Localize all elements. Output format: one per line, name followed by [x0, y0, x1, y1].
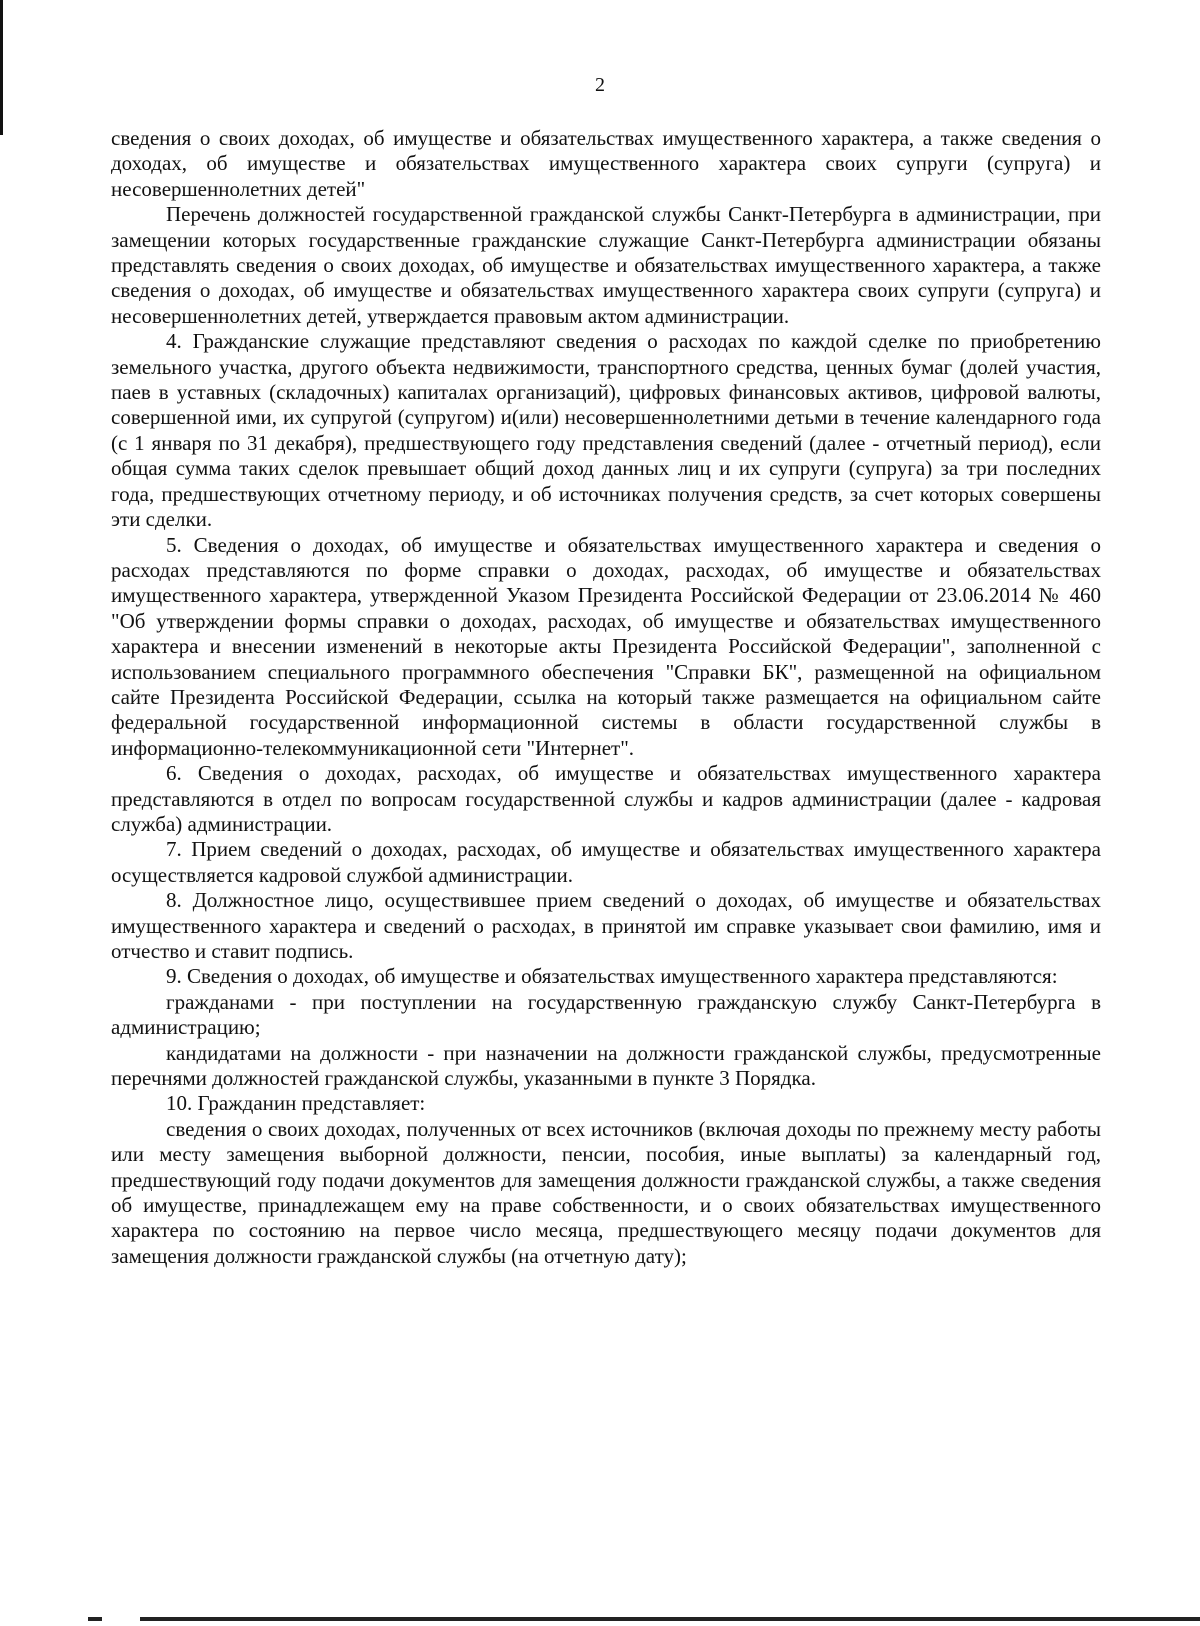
- paragraph-9-citizens: гражданами - при поступлении на государственную гражданскую службу Санкт-Петербурга в администрацию;: [111, 989, 1101, 1040]
- paragraph-10: 10. Гражданин представляет:: [166, 1091, 426, 1116]
- scan-bottom-edge: [140, 1617, 1200, 1621]
- page-number: 2: [595, 74, 605, 96]
- paragraph-6: 6. Сведения о доходах, расходах, об имуществе и обязательствах имущественного характера представляются в отдел по вопросам государственной службы и кадров администрации (далее - кадровая служба) администрации.: [111, 761, 1101, 836]
- paragraph-9: 9. Сведения о доходах, об имуществе и обязательствах имущественного характера представляются:: [166, 964, 1058, 989]
- document-body: [111, 126, 1101, 1269]
- paragraph-position-list: Перечень должностей государственной гражданской службы Санкт-Петербурга в администрации, при замещении которых государственные гражданские служащие Санкт-Петербурга администрации обязаны представлять сведения о своих доходах, об имуществе и обязательствах имущественного характера, а также сведения о доходах, об имуществе и обязательствах имущественного характера своих супруги (супруга) и несовершеннолетних детей, утверждается правовым актом администрации.: [111, 202, 1101, 328]
- paragraph-8: 8. Должностное лицо, осуществившее прием сведений о доходах, об имуществе и обязательствах имущественного характера и сведений о расходах, в принятой им справке указывает свои фамилию, имя и отчество и ставит подпись.: [111, 888, 1101, 963]
- scan-edge-mark: [0, 0, 3, 135]
- paragraph-7: 7. Прием сведений о доходах, расходах, об имуществе и обязательствах имущественного характера осуществляется кадровой службой администрации.: [111, 837, 1101, 887]
- paragraph-9-candidates: кандидатами на должности - при назначении на должности гражданской службы, предусмотренные перечнями должностей гражданской службы, указанными в пункте 3 Порядка.: [111, 1040, 1101, 1091]
- scan-bottom-dot: [88, 1617, 102, 1621]
- paragraph-continuation: сведения о своих доходах, об имуществе и обязательствах имущественного характера, а также сведения о доходах, об имуществе и обязательствах имущественного характера своих супруги (супруга) и несовершеннолетних детей": [111, 126, 1101, 201]
- paragraph-10-income: сведения о своих доходах, полученных от всех источников (включая доходы по прежнему месту работы или месту замещения выборной должности, пенсии, пособия, иные выплаты) за календарный год, предшествующий году подачи документов для замещения должности гражданской службы, а также сведения об имуществе, принадлежащем ему на праве собственности, и о своих обязательствах имущественного характера по состоянию на первое число месяца, предшествующего месяцу подачи документов для замещения должности гражданской службы (на отчетную дату);: [111, 1116, 1101, 1268]
- paragraph-4: 4. Гражданские служащие представляют сведения о расходах по каждой сделке по приобретению земельного участка, другого объекта недвижимости, транспортного средства, ценных бумаг (долей участия, паев в уставных (складочных) капиталах организаций), цифровых финансовых активов, цифровой валюты, совершенной ими, их супругой (супругом) и(или) несовершеннолетними детьми в течение календарного года (с 1 января по 31 декабря), предшествующего году представления сведений (далее - отчетный период), если общая сумма таких сделок превышает общий доход данных лиц и их супруги (супруга) за три последних года, предшествующих отчетному периоду, и об источниках получения средств, за счет которых совершены эти сделки.: [111, 329, 1101, 532]
- paragraph-5: 5. Сведения о доходах, об имуществе и обязательствах имущественного характера и сведения о расходах представляются по форме справки о доходах, расходах, об имуществе и обязательствах имущественного характера, утвержденной Указом Президента Российской Федерации от 23.06.2014 № 460 "Об утверждении формы справки о доходах, расходах, об имуществе и обязательствах имущественного характера и внесении изменений в некоторые акты Президента Российской Федерации", заполненной с использованием специального программного обеспечения "Справки БК", размещенной на официальном сайте Президента Российской Федерации, ссылка на который также размещается на официальном сайте федеральной государственной информационной системы в области государственной службы в информационно-телекоммуникационной сети "Интернет".: [111, 532, 1101, 760]
